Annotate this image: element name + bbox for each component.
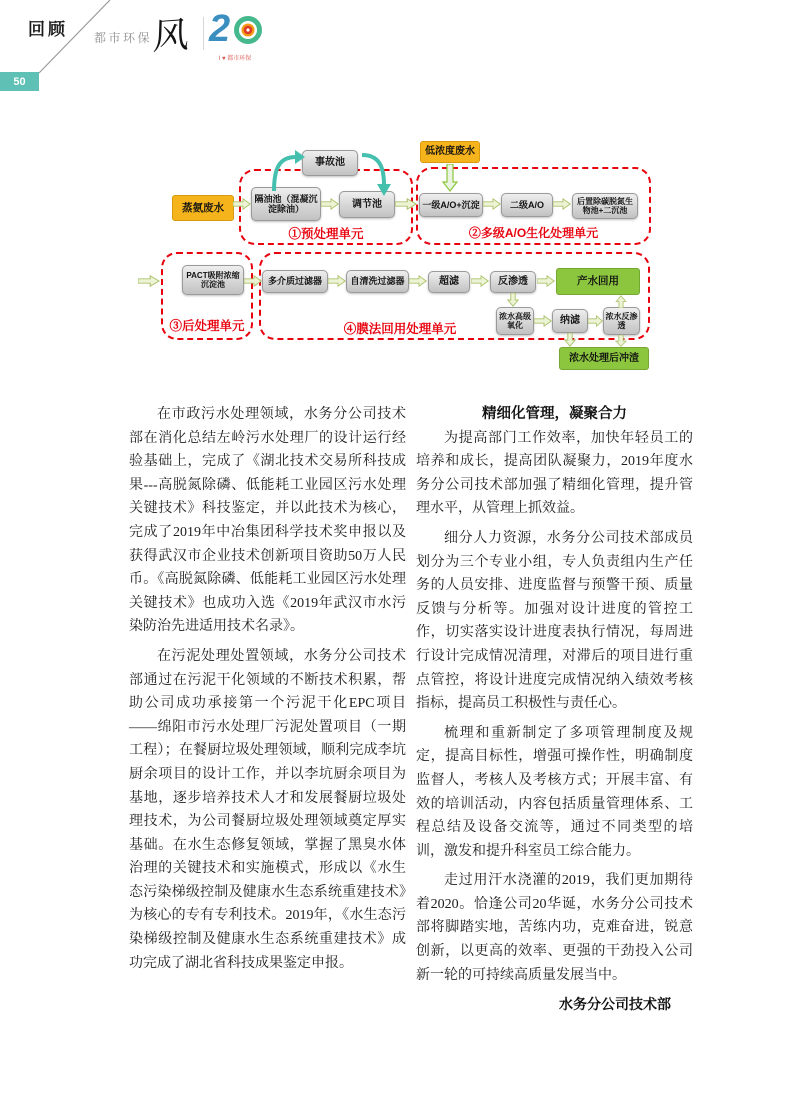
- flow-box-low-concentration-wastewater: 低浓度废水: [420, 141, 480, 163]
- flow-box-nanofiltration: 纳滤: [552, 309, 588, 333]
- flow-box-oil-separation: 隔油池（混凝沉淀除油）: [251, 187, 321, 221]
- flow-box-multimedia-filter: 多介质过滤器: [262, 270, 328, 293]
- flow-box-pact-tank: PACT吸附浓缩沉淀池: [182, 265, 244, 295]
- process-flow-diagram: [130, 133, 690, 385]
- section-label: 回顾: [28, 20, 68, 39]
- page-number: 50: [13, 75, 26, 88]
- flow-arrow-right-icon: [483, 198, 501, 210]
- flow-box-stage1-ao: 一级A/O+沉淀: [419, 193, 483, 217]
- flow-box-ultrafiltration: 超滤: [428, 271, 470, 293]
- flow-arrow-right-icon: [244, 275, 262, 287]
- body-paragraph: 梳理和重新制定了多项管理制度及规定，提高目标性，增强可操作性，明确制度监督人，考核人及考核方式；开展丰富、有效的培训活动，内容包括质量管理体系、工程总结及设备交流等，通过不同类型的培训，激发和提升科室员工综合能力。: [416, 725, 693, 859]
- body-paragraph: 走过用汗水浇灌的2019，我们更加期待着2020。恰逢公司20华诞，水务分公司技术部将脚踏实地，苦练内功，克难奋进，锐意创新，以更高的效率、更强的干劲投入公司新一轮的可持续高质量发展当中。: [416, 873, 693, 983]
- flow-box-accident-tank: 事故池: [302, 150, 358, 176]
- left-column: [129, 403, 406, 981]
- flow-box-advanced-oxidation: 浓水高级氧化: [496, 307, 534, 335]
- logo-divider: [203, 17, 204, 50]
- page-number-badge: [0, 72, 39, 91]
- brand-calligraphy-mark-icon: 风: [152, 14, 190, 58]
- flow-arrow-right-icon: [534, 315, 552, 327]
- unit4-label: ④膜法回用处理单元: [343, 322, 457, 336]
- column-heading: 精细化管理，凝聚合力: [482, 406, 627, 422]
- flow-arrow-right-icon: [471, 275, 489, 287]
- flow-arrow-right-icon: [328, 275, 346, 287]
- body-paragraph: 在市政污水处理领域，水务分公司技术部在消化总结左岭污水处理厂的设计运行经验基础上，完成了《湖北技术交易所科技成果---高脱氮除磷、低能耗工业园区污水处理关键技术》科技鉴定，并以此技术为核心，完成了2019年中冶集团科学技术奖申报以及获得武汉市企业技术创新项目资助50万人民币。《高脱氮除磷、低能耗工业园区污水处理关键技术》也成功入选《2019年武汉市水污染防治先进适用技术名录》。: [129, 407, 406, 635]
- unit3-label: ③后处理单元: [169, 319, 245, 333]
- unit2-label: ②多级A/O生化处理单元: [468, 226, 599, 240]
- body-paragraph: 在污泥处理处置领域，水务分公司技术部通过在污泥干化领域的不断技术积累，帮助公司成功承接第一个污泥干化EPC项目——绵阳市污水处理厂污泥处置项目（一期工程）；在餐厨垃圾处理领域，顺利完成李坑厨余项目的设计工作，并以李坑厨余项目为基地，逐步培养技术人才和发展餐厨垃圾处理技术，为公司餐厨垃圾处理领域奠定厚实基础。在水生态修复领域，掌握了黑臭水体治理的关键技术和实施模式，形成以《水生态污染梯级控制及健康水生态系统重建技术》为核心的专有专利技术。2019年，《水生态污染梯级控制及健康水生态系统重建技术》成功完成了湖北省科技成果鉴定申报。: [129, 648, 406, 971]
- flow-box-stage2-ao: 二级A/O: [501, 193, 553, 217]
- anniversary-tagline: I ♥ 都市环保: [218, 56, 252, 62]
- flow-box-reverse-osmosis: 反渗透: [490, 271, 536, 293]
- anniversary-zero-icon: [233, 15, 263, 45]
- flow-arrow-down-icon: [615, 335, 627, 347]
- flow-arrow-down-icon: [507, 293, 519, 307]
- unit1-label: ①预处理单元: [288, 227, 364, 241]
- flow-arrow-right-icon: [409, 275, 427, 287]
- anniversary-20-digit: 2: [209, 8, 231, 50]
- flow-arrow-right-icon: [553, 198, 571, 210]
- brand-name: 都市环保: [94, 31, 153, 45]
- flow-arrow-up-icon: [615, 295, 627, 308]
- flow-arrow-right-icon: [321, 198, 339, 210]
- flow-arrow-right-icon: [588, 315, 603, 327]
- flow-box-water-reuse: 产水回用: [556, 268, 640, 295]
- flow-arrow-right-icon: [537, 275, 555, 287]
- flow-box-ammonia-wastewater: 蒸氨废水: [172, 195, 234, 221]
- body-paragraph: 细分人力资源，水务分公司技术部成员划分为三个专业小组，专人负责组内生产任务的人员安排、进度监督与预警干预、质量反馈与分析等。加强对设计进度的管控工作，切实落实设计进度表执行情况，每周进行设计完成情况清理，对滞后的项目进行重点管控，将设计进度完成情况纳入绩效考核指标，提高员工积极性与责任心。: [416, 530, 693, 712]
- flow-arrow-right-icon: [233, 198, 251, 210]
- flow-box-post-bio-tank: 后置除碳脱氮生物池+二沉池: [572, 193, 638, 219]
- flow-arrow-right-icon: [138, 275, 160, 287]
- body-paragraph: 为提高部门工作效率，加快年轻员工的培养和成长，提高团队凝聚力，2019年度水务分公司技术部加强了精细化管理，提升管理水平，从管理上抓效益。: [416, 430, 693, 517]
- flow-box-concentrate-ro: 浓水反渗透: [603, 307, 640, 335]
- right-column: [416, 403, 693, 1017]
- flow-box-self-cleaning-filter: 自清洗过滤器: [346, 270, 409, 293]
- flow-arrow-right-icon: [395, 198, 417, 210]
- flow-arrow-down-icon: [564, 333, 576, 347]
- flow-curved-arrow-up-icon: [266, 145, 306, 193]
- flow-box-regulating-tank: 调节池: [339, 191, 395, 218]
- flow-curved-arrow-down-icon: [360, 145, 394, 199]
- flow-arrow-down-icon: [442, 164, 458, 192]
- flow-box-slag-flushing: 浓水处理后冲渣: [559, 347, 649, 370]
- signature: 水务分公司技术部: [559, 996, 671, 1013]
